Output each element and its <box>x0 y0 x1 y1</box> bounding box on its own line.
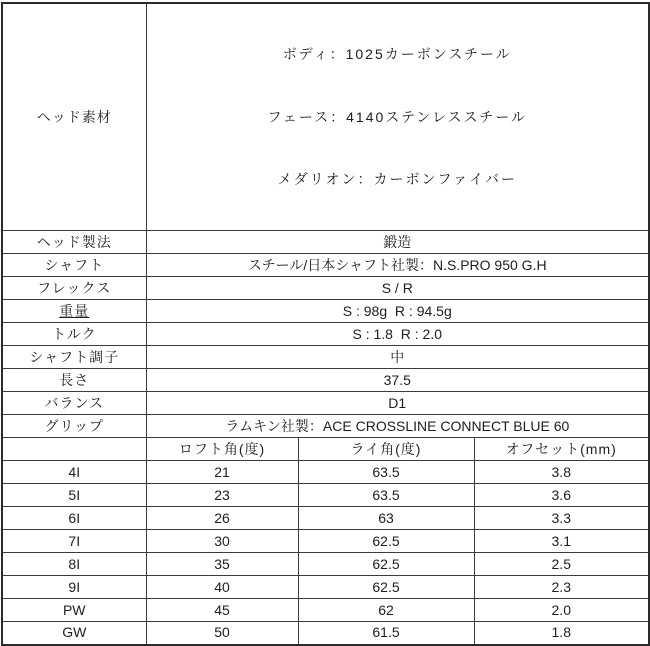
loft-cell: 23 <box>146 484 298 507</box>
loft-cell: 45 <box>146 599 298 622</box>
spec-row-kickpoint <box>2 346 649 369</box>
spec-label: 長さ <box>2 369 146 392</box>
club-table-header-row <box>2 438 649 461</box>
spec-value: S : 98g R : 94.5g <box>146 300 649 323</box>
loft-cell: 21 <box>146 461 298 484</box>
offset-cell: 2.5 <box>474 553 649 576</box>
offset-cell: 2.0 <box>474 599 649 622</box>
lie-cell: 62.5 <box>298 576 474 599</box>
club-header-empty <box>2 438 146 461</box>
club-row-8i <box>2 553 649 576</box>
club-header-offset: オフセット(mm) <box>474 438 649 461</box>
spec-label: トルク <box>2 323 146 346</box>
head-material-face-line: フェース：4140ステンレススチール <box>267 108 527 125</box>
spec-row-torque <box>2 323 649 346</box>
head-material-value <box>146 3 649 231</box>
club-name-cell: 5I <box>2 484 146 507</box>
lie-cell: 62.5 <box>298 530 474 553</box>
spec-value: 鍛造 <box>146 231 649 254</box>
spec-row-balance <box>2 392 649 415</box>
spec-row-weight <box>2 300 649 323</box>
spec-label <box>2 300 146 323</box>
loft-cell: 26 <box>146 507 298 530</box>
head-material-body-line: ボディ：1025カーボンスチール <box>282 45 512 62</box>
club-row-pw <box>2 599 649 622</box>
offset-cell: 3.6 <box>474 484 649 507</box>
club-name-cell: 4I <box>2 461 146 484</box>
loft-cell: 30 <box>146 530 298 553</box>
spec-label: シャフト調子 <box>2 346 146 369</box>
lie-cell: 62 <box>298 599 474 622</box>
offset-cell: 3.1 <box>474 530 649 553</box>
spec-row-shaft <box>2 254 649 277</box>
offset-cell: 1.8 <box>474 622 649 645</box>
spec-table <box>1 2 650 646</box>
club-name-cell: PW <box>2 599 146 622</box>
club-name-cell: 7I <box>2 530 146 553</box>
head-material-medallion-line: メダリオン：カーボンファイバー <box>277 171 517 188</box>
offset-cell: 3.3 <box>474 507 649 530</box>
lie-cell: 61.5 <box>298 622 474 645</box>
spec-value: スチール/日本シャフト社製：N.S.PRO 950 G.H <box>146 254 649 277</box>
head-material-label: ヘッド素材 <box>2 3 146 231</box>
spec-value: ラムキン社製：ACE CROSSLINE CONNECT BLUE 60 <box>146 415 649 438</box>
lie-cell: 63.5 <box>298 461 474 484</box>
club-row-4i <box>2 461 649 484</box>
club-header-lie: ライ角(度) <box>298 438 474 461</box>
club-name-cell: GW <box>2 622 146 645</box>
club-row-5i <box>2 484 649 507</box>
spec-row-flex <box>2 277 649 300</box>
club-name-cell: 6I <box>2 507 146 530</box>
lie-cell: 63.5 <box>298 484 474 507</box>
club-row-gw <box>2 622 649 645</box>
loft-cell: 40 <box>146 576 298 599</box>
lie-cell: 62.5 <box>298 553 474 576</box>
weight-label-text: 重量 <box>59 302 90 319</box>
spec-value: S / R <box>146 277 649 300</box>
spec-row-grip <box>2 415 649 438</box>
spec-row-length <box>2 369 649 392</box>
spec-value: 37.5 <box>146 369 649 392</box>
head-material-row <box>2 3 649 231</box>
spec-label: ヘッド製法 <box>2 231 146 254</box>
spec-label: フレックス <box>2 277 146 300</box>
club-row-6i <box>2 507 649 530</box>
offset-cell: 2.3 <box>474 576 649 599</box>
club-name-cell: 9I <box>2 576 146 599</box>
spec-value: 中 <box>146 346 649 369</box>
spec-value: D1 <box>146 392 649 415</box>
spec-label: シャフト <box>2 254 146 277</box>
spec-row-head-construction <box>2 231 649 254</box>
club-name-cell: 8I <box>2 553 146 576</box>
club-header-loft: ロフト角(度) <box>146 438 298 461</box>
spec-value: S : 1.8 R : 2.0 <box>146 323 649 346</box>
club-row-7i <box>2 530 649 553</box>
offset-cell: 3.8 <box>474 461 649 484</box>
lie-cell: 63 <box>298 507 474 530</box>
spec-label: バランス <box>2 392 146 415</box>
loft-cell: 35 <box>146 553 298 576</box>
spec-label: グリップ <box>2 415 146 438</box>
club-row-9i <box>2 576 649 599</box>
loft-cell: 50 <box>146 622 298 645</box>
